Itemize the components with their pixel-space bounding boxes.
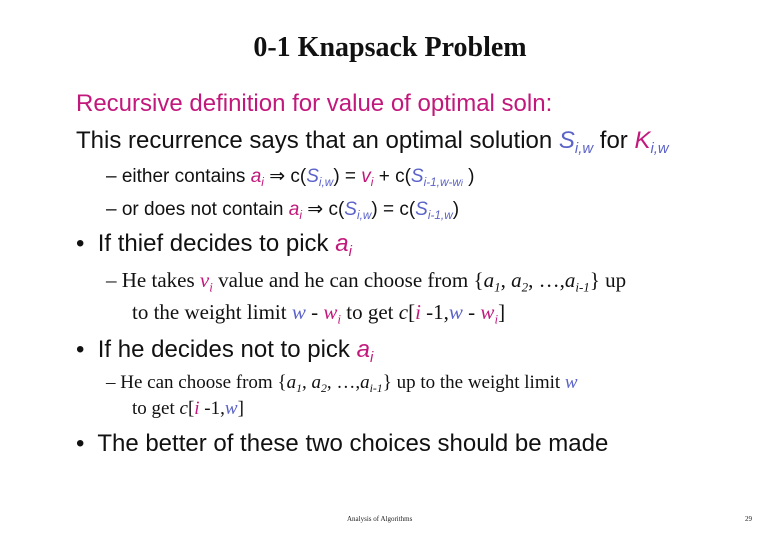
k-symbol: $K_{i,w}$ xyxy=(634,127,669,158)
footer-label: Analysis of Algorithms xyxy=(347,515,413,523)
bullet-pick-detail-1: – He takes $v_i$ value and he can choose from {$a_1$, $a_2$, $\dots,a_{i-1}$} up xyxy=(106,268,627,295)
bullet-pick-detail-2: to the weight limit w - $w_i$ to get c[i $-1,w - w_i$] xyxy=(132,300,506,327)
section-heading: Recursive definition for value of optimal soln: xyxy=(76,90,553,117)
s-symbol: $S_{i,w}$ xyxy=(558,127,594,158)
bullet-not-pick: • If he decides not to pick $a_i$ xyxy=(76,336,374,367)
bullet-better-choice: • The better of these two choices should be made xyxy=(76,430,609,457)
page-number: 29 xyxy=(745,515,752,523)
case-not-contains: – or does not contain $a_i$ ⇒ $c(S_{i,w}) = c(S_{i-1,w})$ xyxy=(106,199,460,223)
bullet-not-pick-detail-1: – He can choose from {$a_1$, $a_2$, $\dots,a_{i-1}$} up to the weight limit w xyxy=(106,372,578,396)
case-contains: – either contains $a_i$ ⇒ $c(S_{i,w}) = v_i + c(S_{i-1,w-wi}$ ) xyxy=(106,166,475,190)
bullet-pick: • If thief decides to pick $a_i$ xyxy=(76,230,352,261)
intro-line: This recurrence says that an optimal solution $S_{i,w}$ for $K_{i,w}$ xyxy=(76,127,669,158)
bullet-not-pick-detail-2: to get c[i -1,w] xyxy=(132,398,244,419)
slide-title: 0-1 Knapsack Problem xyxy=(253,32,527,63)
